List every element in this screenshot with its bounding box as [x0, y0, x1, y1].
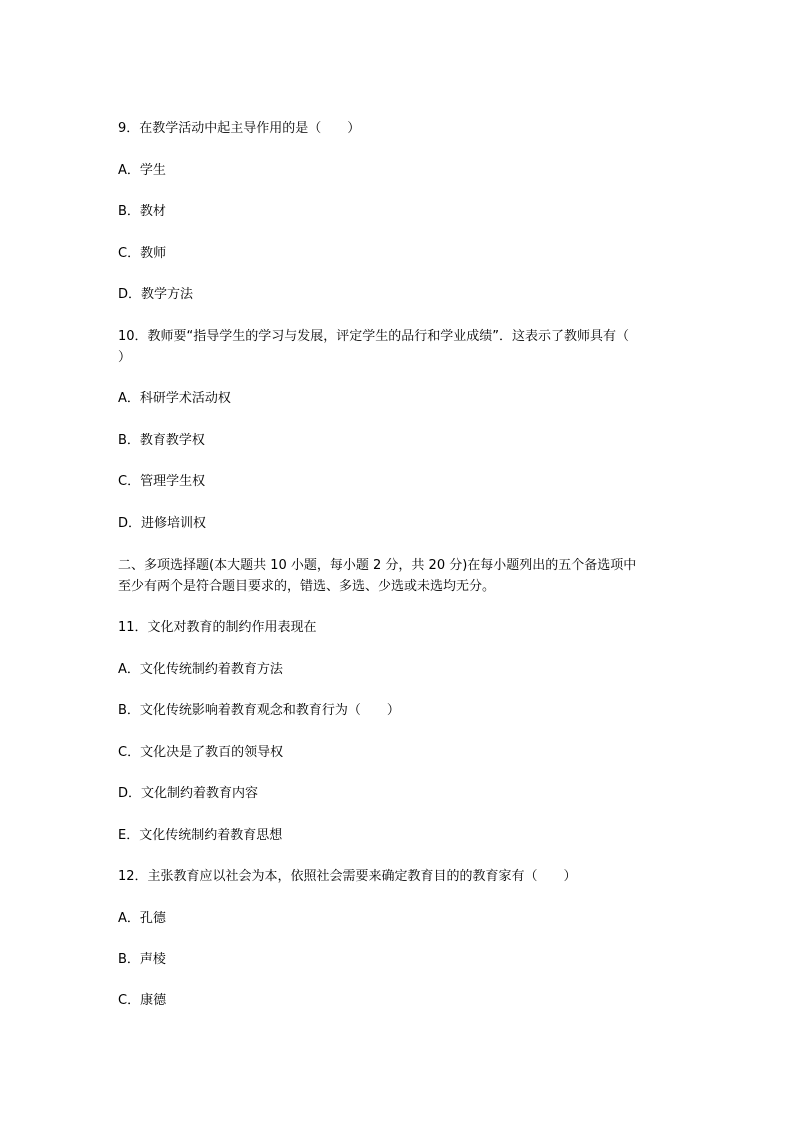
question-11-option-b: B．文化传统影响着教育观念和教育行为（ ）: [118, 703, 400, 718]
question-11-option-a: A．文化传统制约着教育方法: [118, 662, 283, 677]
section-2-instructions-line-1: 二、多项选择题(本大题共 10 小题，每小题 2 分，共 20 分)在每小题列出的五个备选项中: [118, 558, 637, 573]
question-10-stem-line-2: ）: [118, 350, 132, 365]
question-9-option-c: C．教师: [118, 246, 167, 261]
question-10-option-d: D．进修培训权: [118, 516, 207, 531]
question-9-option-a: A．学生: [118, 163, 166, 178]
question-12-option-a: A．孔德: [118, 911, 166, 926]
question-10-stem-line-1: 10．教师要“指导学生的学习与发展，评定学生的品行和学业成绩”．这表示了教师具有（: [118, 329, 630, 344]
document-page: [118, 0, 678, 1123]
question-9-option-d: D．教学方法: [118, 287, 194, 302]
section-2-instructions-line-2: 至少有两个是符合题目要求的，错选、多选、少选或未选均无分。: [118, 579, 496, 594]
question-11-option-d: D．文化制约着教育内容: [118, 786, 259, 801]
question-12-option-c: C．康德: [118, 993, 167, 1008]
question-9-stem: 9．在教学活动中起主导作用的是（ ）: [118, 121, 361, 136]
question-12-stem: 12．主张教育应以社会为本，依照社会需要来确定教育目的的教育家有（ ）: [118, 869, 577, 884]
question-11-stem: 11．文化对教育的制约作用表现在: [118, 620, 317, 635]
question-10-option-c: C．管理学生权: [118, 474, 206, 489]
question-10-option-a: A．科研学术活动权: [118, 391, 231, 406]
question-12-option-b: B．声棱: [118, 952, 166, 967]
question-10-option-b: B．教育教学权: [118, 433, 205, 448]
question-11-option-e: E．文化传统制约着教育思想: [118, 828, 283, 843]
question-11-option-c: C．文化决是了教百的领导权: [118, 745, 284, 760]
question-9-option-b: B．教材: [118, 204, 166, 219]
